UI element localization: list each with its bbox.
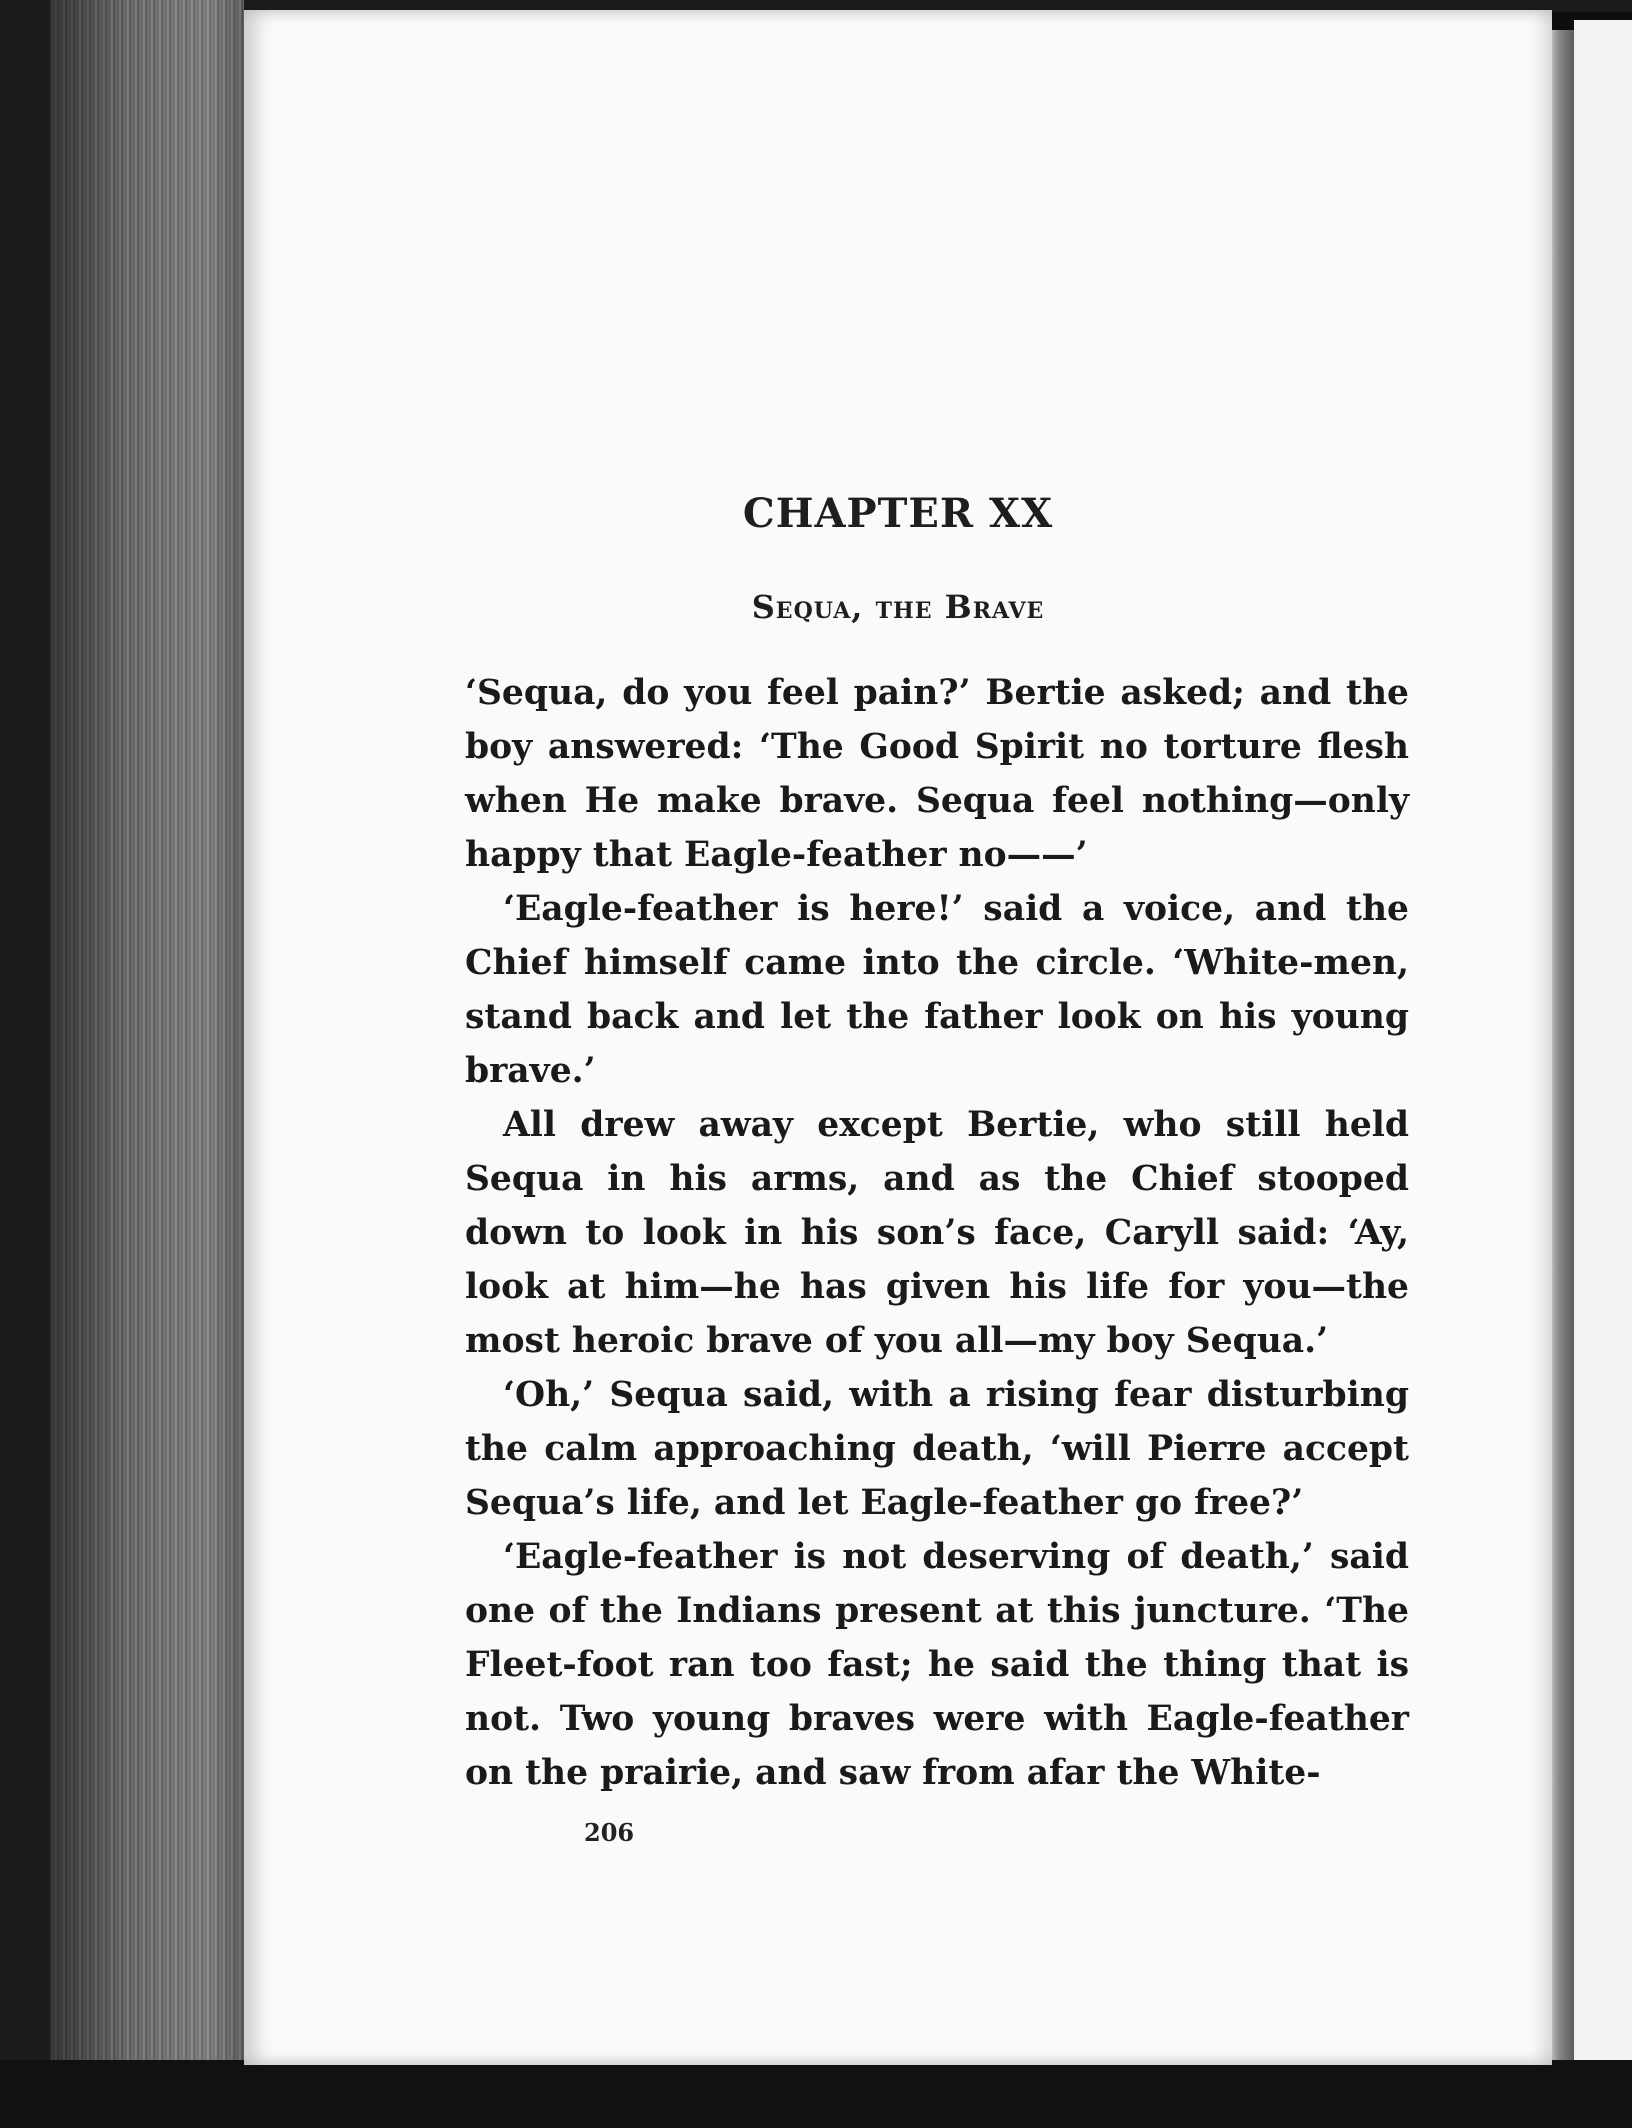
book-page	[244, 10, 1552, 2065]
scan-background-bottom	[0, 2060, 1632, 2128]
paragraph-4: ‘Oh,’ Sequa said, with a rising fear disturbing the calm approaching death, ‘will Pierre accept Sequa’s life, and let Eagle-feather go free?’	[465, 1375, 1409, 1523]
chapter-heading: CHAPTER XX	[742, 490, 1054, 537]
chapter-body	[465, 666, 1409, 1800]
paragraph-2: ‘Eagle-feather is here!’ said a voice, and the Chief himself came into the circle. ‘White-men, stand back and let the father look on his young brave.’	[465, 889, 1409, 1091]
chapter-title: Sequa, the Brave	[751, 588, 1045, 626]
paragraph-3: All drew away except Bertie, who still held Sequa in his arms, and as the Chief stooped down to look in his son’s face, Caryll said: ‘Ay, look at him—he has given his life for you—the most heroic brave of you all—my boy Sequa.’	[465, 1105, 1409, 1361]
paragraph-5: ‘Eagle-feather is not deserving of death,’ said one of the Indians present at this juncture. ‘The Fleet-foot ran too fast; he said the thing that is not. Two young braves were with Eagle-feather on the prairie, and saw from afar the White-	[465, 1537, 1409, 1793]
paragraph-1: ‘Sequa, do you feel pain?’ Bertie asked; and the boy answered: ‘The Good Spirit no torture flesh when He make brave. Sequa feel nothing—only happy that Eagle-feather no——’	[465, 673, 1409, 875]
page-number: 206	[584, 1818, 635, 1847]
facing-page-edge	[1574, 20, 1632, 2080]
page-edges	[50, 0, 250, 2060]
